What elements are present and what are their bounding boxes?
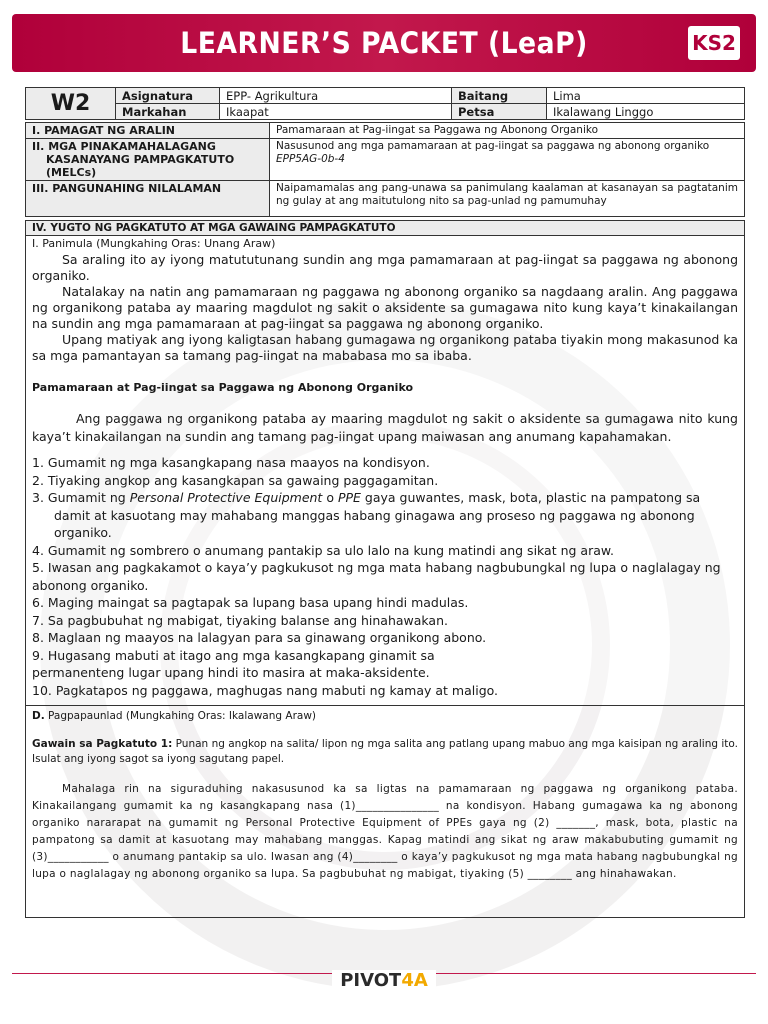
intro-paragraph-1: Sa araling ito ay iyong matututunang sundin ang mga pamamaraan at pag-iingat sa paggawa ng abonong organiko. [32,252,738,283]
pagpapaunlad-heading-text: Pagpapaunlad (Mungkahing Oras: Ikalawang Araw) [44,710,317,722]
safety-subtitle: Pamamaraan at Pag-iingat sa Paggawa ng Abonong Organiko [32,381,414,394]
pivot-logo-text [332,970,436,991]
pivot-logo-accent: 4A [401,970,428,991]
petsa-value: Ikalawang Linggo [547,104,745,120]
section-content-value: Naipamamalas ang pang-unawa sa panimulang kaalaman at kasanayan sa pagtatanim ng gulay at ang maitutulong nito sa pag-unlad ng pamumuhay [270,181,745,217]
section-title-label: I. PAMAGAT NG ARALIN [26,123,270,139]
gawain-text: Punan ng angkop na salita/ lipon ng mga salita ang patlang upang mabuo ang mga kaisipan ng araling ito. Isulat ang iyong sagot sa iyong sagutang papel. [32,738,738,765]
baitang-value: Lima [547,88,745,104]
list-item: 7. Sa pagbubuhat ng mabigat, tiyaking balanse ang hinahawakan. [32,612,448,628]
list-item-text: gaya guwantes, mask, bota, plastic na pampatong sa [360,490,701,505]
list-item: 8. Maglaan ng maayos na lalagyan para sa ginawang organikong abono. [32,630,487,645]
list-item: 10. Pagkatapos ng paggawa, maghugas nang mabuti ng kamay at maligo. [32,682,499,698]
list-item: 4. Gumamit ng sombrero o anumang pantakip sa ulo lalo na kung matindi ang sikat ng araw. [32,542,614,558]
ks-badge: KS2 [688,26,740,60]
ppe-term: Personal Protective Equipment [129,490,323,505]
page-header [12,14,756,72]
gawain-label: Gawain sa Pagkatuto 1: [32,738,173,750]
panimula-body [26,236,744,705]
pivot-logo [0,970,768,991]
safety-paragraph: Ang paggawa ng organikong pataba ay maaring magdulot ng sakit o aksidente sa gumagawa nito kung kaya’t kinakailangan na sundin ang tamang pag-iingat upang maiwasan ang anumang kapahamakan. [32,411,738,444]
list-item [32,489,738,507]
list-item-text: o [322,490,338,505]
gawain-fill-in-paragraph: Mahalaga rin na siguraduhing nakasusunod ka sa ligtas na pamamaraan ng paggawa ng organikong pataba. Kinakailangang gumamit ka ng kasangkapang nasa (1)_______________ na kondisyon. Habang gumagawa ka ng abonong organiko nararapat na gumamit ng Personal Protective Equipment of PPEs gaya ng (2) _______, mask, bota, plastic na pampatong sa damit at kasuotang may mahabang manggas. Kapag matindi ang sikat ng araw makabubuting gumamit ng (3)___________ o anumang pantakip sa ulo. Iwasan ang (4)________ o kaya’y pagkukusot ng mga mata habang nagbubungkal ng lupa o naglalagay ng abonong organiko sa lupa. Sa pagbubuhat ng mabigat, tiyaking (5) ________ ang hinahawakan. [32,783,738,880]
intro-paragraph-3: Upang matiyak ang iyong kaligtasan habang gumagawa ng organikong pataba tiyakin mong makasunod ka sa mga pamantayan sa tamang pag-iingat na mababasa mo sa ibaba. [32,332,738,363]
panimula-heading: I. Panimula (Mungkahing Oras: Unang Araw) [32,237,276,250]
list-item: 9. Hugasang mabuti at itago ang mga kasangkapang ginamit sa [32,647,435,663]
info-table [25,87,745,120]
intro-paragraph-2: Natalakay na natin ang pamamaraan ng paggawa ng abonong organiko sa nagdaang aralin. Ang paggawa ng organikong pataba ay maaring magdulot ng sakit o aksidente sa gumagawa nito kung kaya’t kinakailangan na sundin ang mga pamamaraan at pag-iingat sa paggawa ng abonong organiko. [32,284,738,331]
melcs-label-line2: KASANAYANG PAMPAGKATUTO [46,153,235,166]
list-item: 6. Maging maingat sa pagtapak sa lupang basa upang hindi madulas. [32,595,469,610]
melcs-code: EPP5AG-0b-4 [276,153,345,165]
page-title: LEARNER’S PACKET (LeaP) [180,26,588,60]
section-melcs-label [26,139,270,181]
section-title-value: Pamamaraan at Pag-iingat sa Paggawa ng Abonong Organiko [270,123,745,139]
section-content-label: III. PANGUNAHING NILALAMAN [26,181,270,217]
section-melcs-value [270,139,745,181]
gawain-instructions [32,737,738,767]
week-cell: W2 [26,88,116,120]
learning-stages-panel [25,220,745,706]
list-item: 5. Iwasan ang pagkakamot o kaya’y pagkukusot ng mga mata habang nagbubungkal ng lupa o naglalagay ng abonong organiko. [32,560,721,593]
pagpapaunlad-letter: D. [32,710,45,722]
list-item-continuation: damit at kasuotang may mahabang manggas habang ginagawa ang proseso ng paggawa ng abonong organiko. [54,507,695,540]
list-item-continuation: permanenteng lugar upang hindi ito masira at maka-aksidente. [32,665,430,680]
melcs-label-line1: II. MGA PINAKAMAHALAGANG [32,140,216,153]
pagpapaunlad-heading [32,709,738,723]
melcs-label-line3: (MELCs) [46,166,97,179]
learning-stages-heading: IV. YUGTO NG PAGKATUTO AT MGA GAWAING PAMPAGKATUTO [26,221,744,236]
safety-list [32,454,738,699]
ppe-abbr: PPE [337,490,361,505]
asignatura-label: Asignatura [116,88,220,104]
petsa-label: Petsa [452,104,547,120]
markahan-value: Ikaapat [220,104,452,120]
lesson-sections [25,122,745,217]
packet-content [25,87,745,918]
melcs-text: Nasusunod ang mga pamamaraan at pag-iingat sa paggawa ng abonong organiko [276,140,710,152]
markahan-label: Markahan [116,104,220,120]
asignatura-value: EPP- Agrikultura [220,88,452,104]
pivot-logo-main: PIVOT [340,970,402,991]
list-item: 1. Gumamit ng mga kasangkapang nasa maayos na kondisyon. [32,455,430,470]
list-item: 2. Tiyaking angkop ang kasangkapan sa gawaing paggagamitan. [32,472,439,488]
list-item-text: 3. Gumamit ng [32,490,130,505]
pagpapaunlad-panel [25,706,745,918]
baitang-label: Baitang [452,88,547,104]
